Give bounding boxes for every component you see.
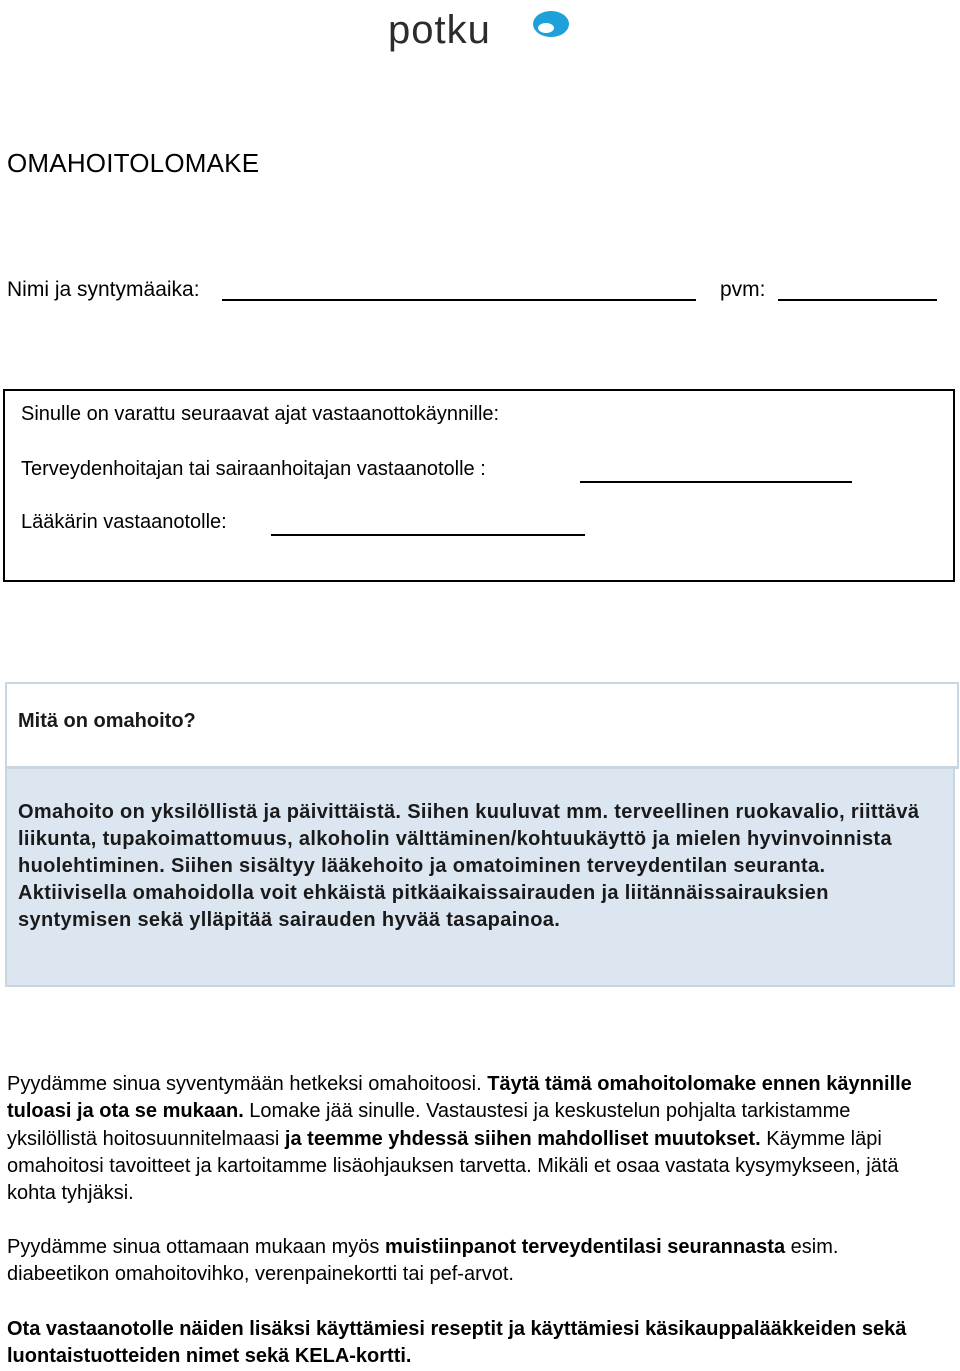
nurse-appointment-label: Terveydenhoitajan tai sairaanhoitajan vastaanotolle : (21, 458, 486, 480)
self-care-question-box (5, 682, 959, 769)
appointments-intro: Sinulle on varattu seuraavat ajat vastaanottokäynnille: (21, 403, 500, 425)
self-care-description: Omahoito on yksilöllistä ja päivittäistä. Siihen kuuluvat mm. terveellinen ruokavalio, riittävä liikunta, tupakoimattomuus, alkoholin välttäminen/kohtuukäyttö ja mielen hyvinvoinnista huolehtiminen. Siihen sisältyy lääkehoito ja omatoiminen terveydentilan seuranta. Aktiivisella omahoidolla voit ehkäistä pitkäaikaissairauden ja liitännäissairauksien syntymisen sekä ylläpitää sairauden hyvää tasapainoa. (18, 801, 920, 931)
self-care-question: Mitä on omahoito? (18, 710, 196, 732)
date-label: pvm: (720, 278, 766, 301)
doctor-appointment-label: Lääkärin vastaanotolle: (21, 511, 227, 533)
instructions-text-3: Käymme läpi omahoitosi tavoitteet ja kartoitamme lisäohjauksen tarvetta. Mikäli et osaa vastata kysymykseen, jätä kohta tyhjäksi. (7, 1127, 899, 1205)
instructions-text-1: Pyydämme sinua syventymään hetkeksi omahoitoosi. (7, 1073, 488, 1095)
bring-notes-text-2: esim. diabeetikon omahoitovihko, verenpainekortti tai pef-arvot. (7, 1236, 839, 1286)
appointments-box (3, 389, 955, 582)
name-birthdate-blank[interactable] (222, 299, 696, 301)
instructions-bold-2: ja teemme yhdessä siihen mahdolliset muutokset. (284, 1127, 761, 1150)
bring-prescriptions-paragraph: Ota vastaanotolle näiden lisäksi käyttämiesi reseptit ja käyttämiesi käsikauppalääkkeiden sekä luontaistuotteiden nimet sekä KELA-kortti. (7, 1318, 907, 1368)
self-care-info-box (5, 767, 955, 987)
svg-text:potku: potku (388, 8, 491, 52)
nurse-appointment-blank[interactable] (580, 481, 852, 483)
instructions-paragraph (7, 1071, 937, 1207)
doctor-appointment-blank[interactable] (271, 534, 585, 536)
instructions-text-2: Lomake jää sinulle. Vastaustesi ja keskustelun pohjalta tarkistamme yksilöllistä hoitosuunnitelmaasi (7, 1100, 851, 1150)
document-title: OMAHOITOLOMAKE (7, 148, 260, 178)
name-birthdate-label: Nimi ja syntymäaika: (7, 278, 200, 301)
instructions-bold-1: Täytä tämä omahoitolomake ennen käynnille tuloasi ja ota se mukaan. (7, 1073, 912, 1123)
potku-logo-mark (388, 6, 572, 56)
bring-notes-text-1: Pyydämme sinua ottamaan mukaan myös (7, 1236, 385, 1258)
bring-notes-paragraph (7, 1234, 942, 1289)
bring-notes-bold: muistiinpanot terveydentilasi seurannasta (384, 1236, 786, 1258)
name-date-row (7, 276, 952, 306)
potku-logo (388, 6, 572, 56)
date-blank[interactable] (778, 299, 937, 301)
